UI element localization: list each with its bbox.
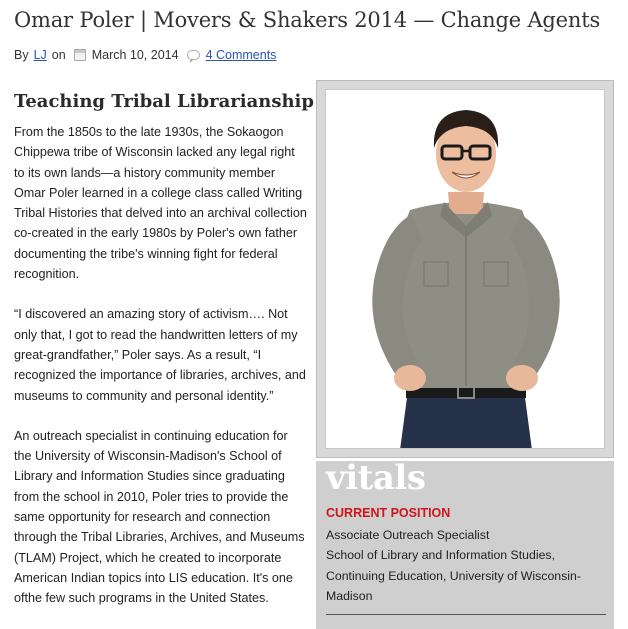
position-line: School of Library and Information Studies,	[326, 548, 555, 563]
vitals-box	[316, 458, 614, 629]
section-heading: Teaching Tribal Librarianship	[14, 91, 314, 112]
portrait-illustration	[326, 90, 605, 449]
position-line: Madison	[326, 588, 373, 603]
author-link[interactable]: LJ	[33, 48, 47, 62]
position-line: Associate Outreach Specialist	[326, 528, 490, 542]
current-position-label: CURRENT POSITION	[326, 506, 451, 520]
portrait-photo	[325, 89, 605, 449]
vitals-divider	[326, 614, 606, 615]
paragraph: “I discovered an amazing story of activism…. Not only that, I got to read the handwritten letters of my great-grandfather,” Poler says. As a result, “I recognized the importance of libraries, archives, and museums to community and personal identity.”	[14, 307, 306, 403]
right-hand-shape	[506, 365, 538, 391]
paragraph: From the 1850s to the late 1930s, the Sokaogon Chippewa tribe of Wisconsin lacked any legal right to its own lands—a history community member Omar Poler learned in a college class called Writing Tribal Histories that delved into an archival collection co-created in the early 1980s by Poler's own father documenting the tribe's winning fight for federal recognition.	[14, 125, 307, 282]
on-label: on	[51, 48, 66, 62]
calendar-icon	[74, 49, 86, 61]
vitals-title: vitals	[326, 458, 426, 498]
article-meta	[14, 48, 276, 62]
comment-bubble-icon	[187, 50, 200, 60]
post-date: March 10, 2014	[91, 48, 179, 62]
left-hand-shape	[394, 365, 426, 391]
by-label: By	[14, 48, 29, 62]
comments-link[interactable]: 4 Comments	[205, 48, 277, 62]
article-body	[14, 122, 308, 629]
current-position-details	[326, 525, 611, 606]
neck-shape	[448, 192, 484, 214]
position-line: Continuing Education, University of Wisconsin-	[326, 568, 581, 583]
article-title: Omar Poler | Movers & Shakers 2014 — Change Agents	[14, 8, 601, 32]
paragraph: An outreach specialist in continuing education for the University of Wisconsin-Madison's School of Library and Information Studies since graduating from the school in 2010, Poler tries to provide the same opportunity for research and connection through the Tribal Libraries, Archives, and Museums (TLAM) Project, which he created to incorporate American Indian topics into LIS education. It's one ofthe few such programs in the United States.	[14, 428, 305, 606]
portrait-frame	[316, 80, 614, 458]
